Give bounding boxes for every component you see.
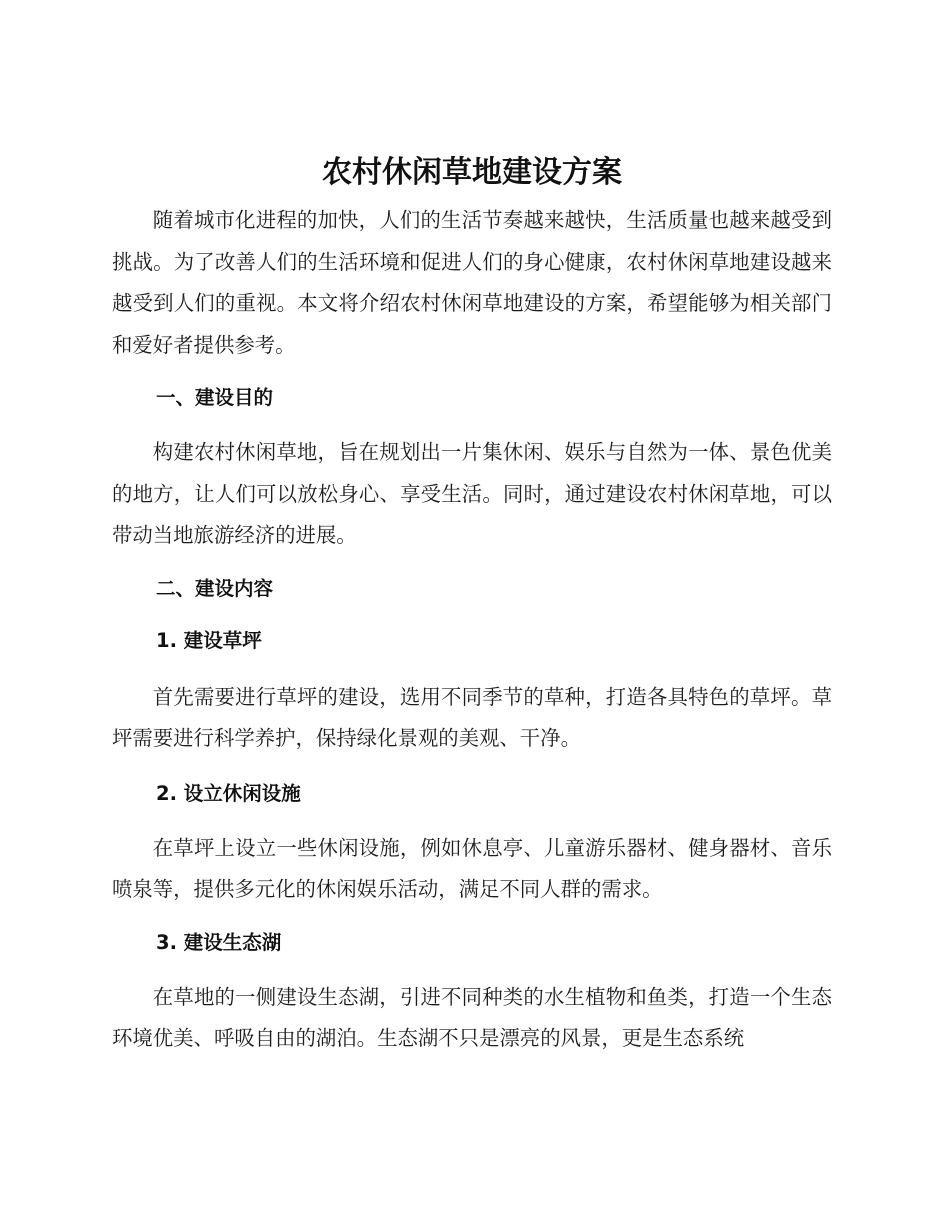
- section-body-purpose: 构建农村休闲草地，旨在规划出一片集休闲、娱乐与自然为一体、景色优美的地方，让人们可以放松身心、享受生活。同时，通过建设农村休闲草地，可以带动当地旅游经济的进展。: [112, 440, 832, 547]
- section-heading-content: 二、建设内容: [156, 576, 274, 600]
- subsection-heading-facilities: 2. 设立休闲设施: [156, 781, 301, 805]
- document-body: [112, 148, 832, 1060]
- intro-paragraph: 随着城市化进程的加快，人们的生活节奏越来越快，生活质量也越来越受到挑战。为了改善人们的生活环境和促进人们的身心健康，农村休闲草地建设越来越受到人们的重视。本文将介绍农村休闲草地建设的方案，希望能够为相关部门和爱好者提供参考。: [112, 208, 832, 357]
- subsection-body-lawn: 首先需要进行草坪的建设，选用不同季节的草种，打造各具特色的草坪。草坪需要进行科学养护，保持绿化景观的美观、干净。: [112, 684, 832, 750]
- document-title: 农村休闲草地建设方案: [322, 155, 622, 190]
- subsection-heading-lawn: 1. 建设草坪: [156, 628, 262, 652]
- subsection-body-lake: 在草地的一侧建设生态湖，引进不同种类的水生植物和鱼类，打造一个生态环境优美、呼吸自由的湖泊。生态湖不只是漂亮的风景，更是生态系统: [112, 984, 832, 1050]
- subsection-body-facilities: 在草坪上设立一些休闲设施，例如休息亭、儿童游乐器材、健身器材、音乐喷泉等，提供多元化的休闲娱乐活动，满足不同人群的需求。: [112, 835, 832, 901]
- subsection-heading-lake: 3. 建设生态湖: [156, 930, 282, 954]
- section-heading-purpose: 一、建设目的: [156, 386, 274, 409]
